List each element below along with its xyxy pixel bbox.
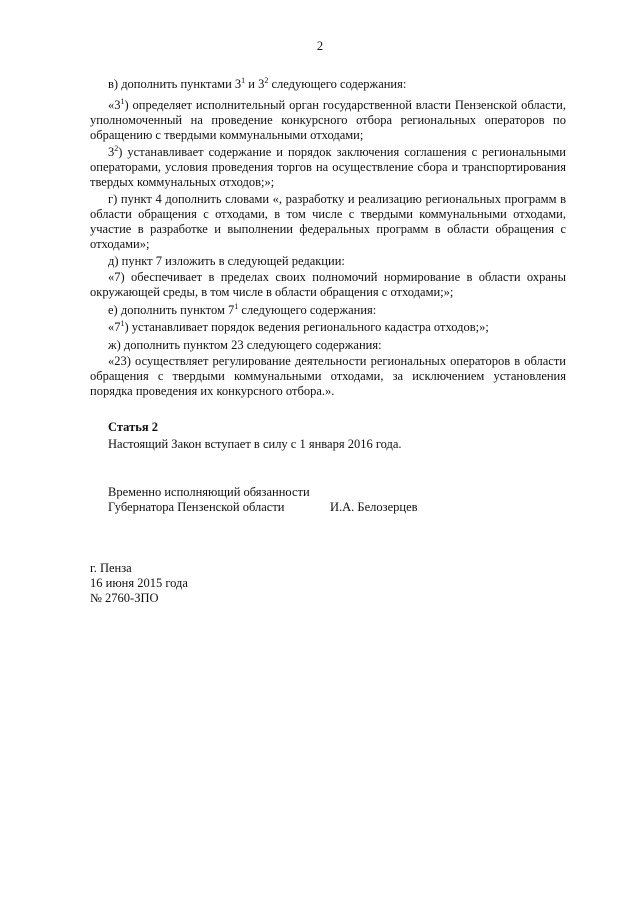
superscript: 2 — [114, 144, 119, 153]
signatory-name: И.А. Белозерцев — [330, 500, 418, 514]
superscript: 1 — [241, 76, 246, 85]
amendment-zh: ж) дополнить пунктом 23 следующего содержания: — [108, 338, 382, 352]
paragraph-3-1-text: ) определяет исполнительный орган государственной власти Пензенской области, уполномоченный на проведение конкурсного отбора региональных операторов по обращению с твердыми коммунальными отходами; — [90, 98, 566, 142]
amendment-v-text-c: следующего содержания: — [268, 77, 407, 91]
amendment-v-text-b: и 3 — [245, 77, 265, 91]
signature-title-line2 — [108, 500, 508, 515]
signature-title-line1: Временно исполняющий обязанности — [108, 485, 310, 499]
article-2-heading: Статья 2 — [108, 420, 158, 434]
amendment-g: г) пункт 4 дополнить словами «, разработку и реализацию региональных программ в области обращения с отходами, в том числе с твердыми коммунальными отходами, участие в разработке и выполнении федеральных программ в области обращения с отходами»; — [90, 192, 566, 251]
amendment-e-intro — [90, 303, 566, 318]
superscript: 2 — [264, 76, 269, 85]
date: 16 июня 2015 года — [90, 576, 188, 590]
law-number: № 2760-ЗПО — [90, 591, 159, 605]
article-2-text: Настоящий Закон вступает в силу с 1 января 2016 года. — [108, 437, 402, 451]
amendment-d: д) пункт 7 изложить в следующей редакции: — [108, 254, 345, 268]
paragraph-7-1-open: «7 — [108, 320, 121, 334]
signature-position: Губернатора Пензенской области — [108, 500, 285, 514]
paragraph-3-2-text: ) устанавливает содержание и порядок заключения соглашения с региональными операторами, условия проведения торгов на осуществление сбора и транспортирования твердых коммунальных отходов;»; — [90, 145, 566, 189]
amendment-e-text-b: следующего содержания: — [238, 303, 377, 317]
paragraph-3-2 — [90, 145, 566, 190]
paragraph-7-1-text: ) устанавливает порядок ведения регионального кадастра отходов;»; — [124, 320, 489, 334]
amendment-e-text-a: е) дополнить пунктом 7 — [108, 303, 235, 317]
paragraph-3-1-open: «3 — [108, 98, 121, 112]
amendment-v-text-a: в) дополнить пунктами 3 — [108, 77, 242, 91]
amendment-v-intro — [90, 77, 566, 92]
superscript: 1 — [234, 302, 239, 311]
superscript: 1 — [120, 97, 125, 106]
paragraph-7-1 — [90, 320, 566, 335]
place: г. Пенза — [90, 561, 132, 575]
page-number: 2 — [316, 39, 324, 53]
paragraph-7: «7) обеспечивает в пределах своих полномочий нормирование в области охраны окружающей среды, в том числе в области обращения с отходами;»; — [90, 270, 566, 299]
paragraph-3-1 — [90, 98, 566, 143]
superscript: 1 — [120, 319, 125, 328]
paragraph-23: «23) осуществляет регулирование деятельности региональных операторов в области обращения с твердыми коммунальными отходами, за исключением установления порядка проведения их конкурсного отбора.». — [90, 354, 566, 398]
paragraph-3-2-open: 3 — [108, 145, 115, 159]
